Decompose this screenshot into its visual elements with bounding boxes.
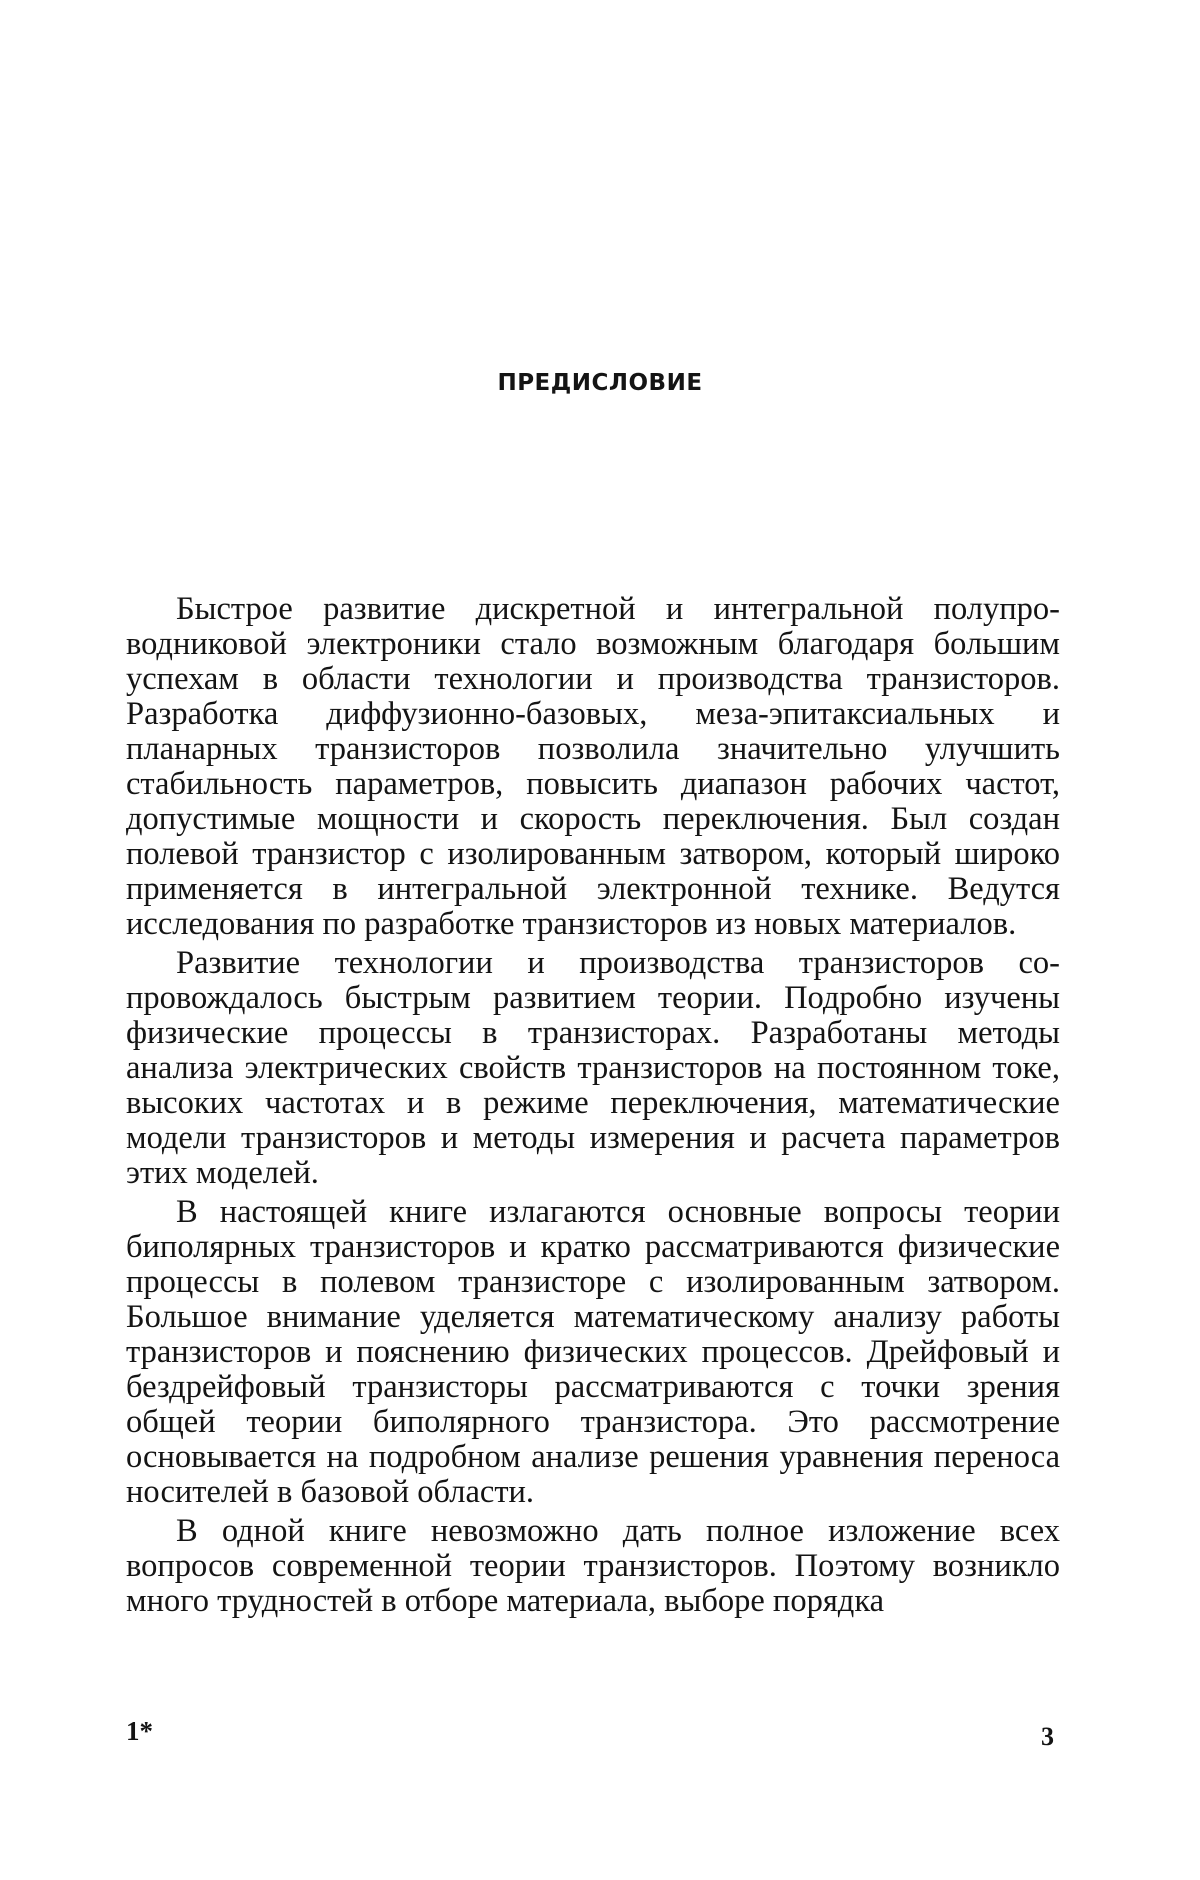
paragraph-2: Развитие технологии и производства транзисторов со­провождалось быстрым развитием теории. Подробно изу­чены физические процессы в транзисторах. Разработаны методы анализа электрических свойств транзисторов на по­стоянном токе, высоких частотах и в режиме переключения, математические модели транзисторов и методы измерения и расчета параметров этих моделей.: [126, 946, 1060, 1191]
paragraph-1: Быстрое развитие дискретной и интегральной полупро­водниковой электроники стало возможным благодаря боль­шим успехам в области технологии и производства транзис­торов. Разработка диффузионно-базовых, меза-эпитакси­альных и планарных транзисторов позволила значительно улучшить стабильность параметров, повысить диапазон ра­бочих частот, допустимые мощности и скорость переключе­ния. Был создан полевой транзистор с изолированным затвором, который широко применяется в интегральной электронной технике. Ведутся исследования по разработке транзисторов из новых материалов.: [126, 592, 1060, 942]
paragraph-3: В настоящей книге излагаются основные вопросы тео­рии биполярных транзисторов и кратко рассматриваются физические процессы в полевом транзисторе с изолирован­ным затвором. Большое внимание уделяется математическо­му анализу работы транзисторов и пояснению физических процессов. Дрейфовый и бездрейфовый транзисторы рас­сматриваются с точки зрения общей теории биполярного транзистора. Это рассмотрение основывается на подробном анализе решения уравнения переноса носителей в базовой области.: [126, 1195, 1060, 1510]
page-number: 3: [1041, 1722, 1054, 1752]
book-page: [0, 0, 1200, 1880]
page-title: ПРЕДИСЛОВИЕ: [0, 370, 1200, 396]
signature-mark: 1*: [126, 1716, 153, 1747]
paragraph-4: В одной книге невозможно дать полное изложение всех вопросов современной теории транзисторов. Поэтому воз­никло много трудностей в отборе материала, выборе порядка: [126, 1514, 1060, 1619]
preface-text: [126, 592, 1060, 1623]
